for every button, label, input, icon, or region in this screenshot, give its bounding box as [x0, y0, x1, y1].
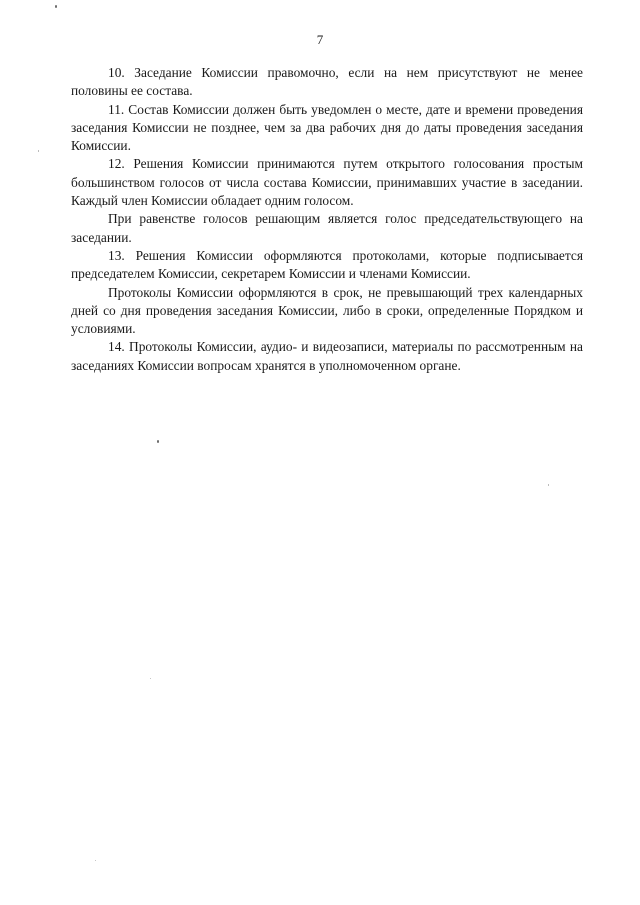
paragraph-12: 12. Решения Комиссии принимаются путем открытого голосования простым большинством голосов от числа состава Комиссии, принимавших участие в заседании. Каждый член Комиссии обладает одним голосом.: [71, 156, 583, 209]
document-body: [71, 64, 583, 375]
scan-speck: [55, 5, 57, 8]
paragraph-12-tie: При равенстве голосов решающим является голос председательствующего на заседании.: [71, 211, 583, 245]
scan-speck: [38, 150, 39, 152]
scan-speck: [157, 440, 159, 443]
page-number: 7: [316, 32, 324, 47]
paragraph-10: 10. Заседание Комиссии правомочно, если на нем присутствуют не менее половины ее состава.: [71, 65, 583, 99]
paragraph-13-term: Протоколы Комиссии оформляются в срок, не превышающий трех календарных дней со дня проведения заседания Комиссии, либо в сроки, определенные Порядком и условиями.: [71, 284, 583, 337]
paragraph-11: 11. Состав Комиссии должен быть уведомлен о месте, дате и времени проведения заседания Комиссии не позднее, чем за два рабочих дня до даты проведения заседания Комиссии.: [71, 101, 583, 154]
paragraph-13: 13. Решения Комиссии оформляются протоколами, которые подписывается председателем Комиссии, секретарем Комиссии и членами Комиссии.: [71, 247, 583, 282]
scan-speck: [150, 678, 151, 679]
paragraph-14: 14. Протоколы Комиссии, аудио- и видеозаписи, материалы по рассмотренным на заседаниях Комиссии вопросам хранятся в уполномоченном органе.: [71, 339, 583, 373]
scan-speck: [548, 484, 549, 486]
scan-speck: [95, 860, 96, 861]
